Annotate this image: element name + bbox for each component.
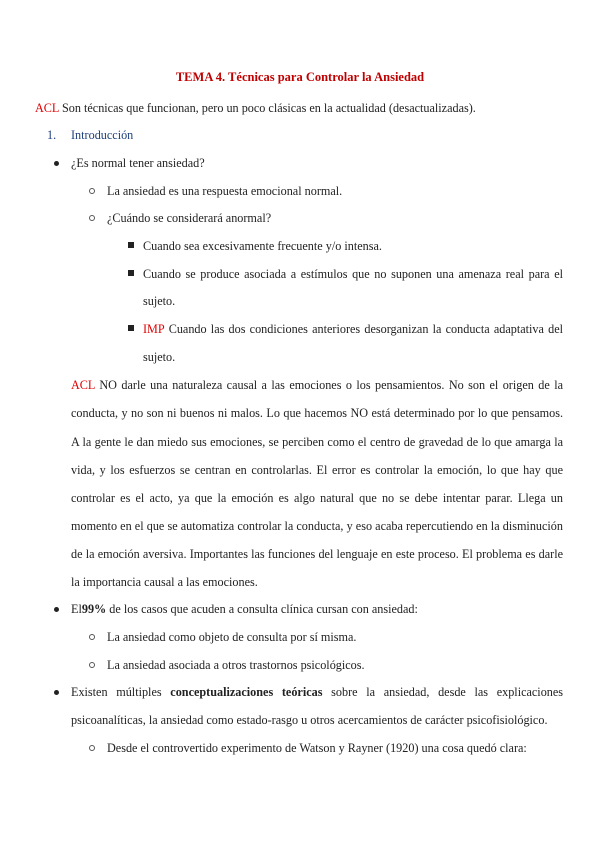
square-bullet — [128, 270, 134, 276]
sub-bullet-circle — [89, 215, 95, 221]
acl-para-l6: momento en el que se automatiza controlar la conducta, y eso acaba repercutiendo en la disminución — [71, 519, 563, 533]
page-title: TEMA 4. Técnicas para Controlar la Ansiedad — [175, 70, 425, 84]
acl-para-l7: de la emoción aversiva. Importantes las funciones del lenguaje en este proceso. El problema es darle — [71, 547, 563, 561]
bullet3-post: sobre la ansiedad, desde las explicaciones — [331, 685, 564, 699]
bullet3-bold: conceptualizaciones teóricas — [170, 685, 323, 699]
acl-tag: ACL — [35, 101, 59, 115]
bullet2-sub2: La ansiedad asociada a otros trastornos psicológicos. — [107, 658, 365, 672]
section-number: 1. — [47, 128, 57, 142]
section-heading: Introducción — [71, 128, 134, 142]
item-c-line2: sujeto. — [143, 350, 176, 364]
bullet1-sub2: ¿Cuándo se considerará anormal? — [107, 211, 272, 225]
square-bullet — [128, 325, 134, 331]
bullet2-sub1: La ansiedad como objeto de consulta por sí misma. — [107, 630, 357, 644]
acl-para-l1: NO darle una naturaleza causal a las emociones o los pensamientos. No son el origen de la — [99, 378, 563, 392]
bullet1-sub1: La ansiedad es una respuesta emocional normal. — [107, 184, 343, 198]
item-b-line1: Cuando se produce asociada a estímulos que no suponen una amenaza real para el — [143, 267, 563, 281]
intro-line — [35, 100, 476, 116]
bullet-dot — [54, 690, 59, 695]
bullet1-text: ¿Es normal tener ansiedad? — [71, 156, 205, 170]
item-b-line2: sujeto. — [143, 294, 176, 308]
bullet2-post: de los casos que acuden a consulta clínica cursan con ansiedad: — [109, 602, 418, 616]
item-a: Cuando sea excesivamente frecuente y/o intensa. — [143, 239, 382, 253]
bullet3-line1 — [71, 684, 563, 700]
intro-text: Son técnicas que funcionan, pero un poco clásicas en la actualidad (desactualizadas). — [61, 101, 476, 115]
sub-bullet-circle — [89, 745, 95, 751]
bullet3-pre: Existen múltiples — [71, 685, 162, 699]
bullet2-text — [71, 601, 418, 617]
acl-para-l5: controlar es el acto, ya que la emoción es algo natural que no se debe intentar parar. Llega un — [71, 491, 563, 505]
acl-para-l8: la importancia causal a las emociones. — [71, 575, 258, 589]
bullet3-line2: psicoanalíticas, la ansiedad como estado-rasgo u otros acercamientos de carácter psicofisiológico. — [71, 713, 548, 727]
sub-bullet-circle — [89, 662, 95, 668]
bullet2-pre: El — [71, 602, 82, 616]
imp-tag: IMP — [143, 322, 165, 336]
sub-bullet-circle — [89, 634, 95, 640]
acl-para-l3: A la gente le dan miedo sus emociones, se perciben como el centro de gravedad de lo que amarga la — [71, 435, 563, 449]
item-c-line1 — [143, 321, 563, 337]
acl-para-l2: conducta, y no son ni buenos ni malos. Lo que hacemos NO está determinado por lo que pensamos. — [71, 406, 563, 420]
bullet-dot — [54, 607, 59, 612]
bullet-dot — [54, 161, 59, 166]
square-bullet — [128, 242, 134, 248]
bullet2-bold: 99% — [81, 602, 107, 616]
item-c-text: Cuando las dos condiciones anteriores desorganizan la conducta adaptativa del — [168, 322, 563, 336]
bullet3-sub1: Desde el controvertido experimento de Watson y Rayner (1920) una cosa quedó clara: — [107, 741, 527, 755]
acl-para-tag: ACL — [71, 378, 96, 392]
acl-para-l4: vida, y los esfuerzos se centran en controlarlas. El error es controlar la emoción, lo que hay que — [71, 463, 563, 477]
acl-para-line1 — [71, 377, 563, 393]
sub-bullet-circle — [89, 188, 95, 194]
